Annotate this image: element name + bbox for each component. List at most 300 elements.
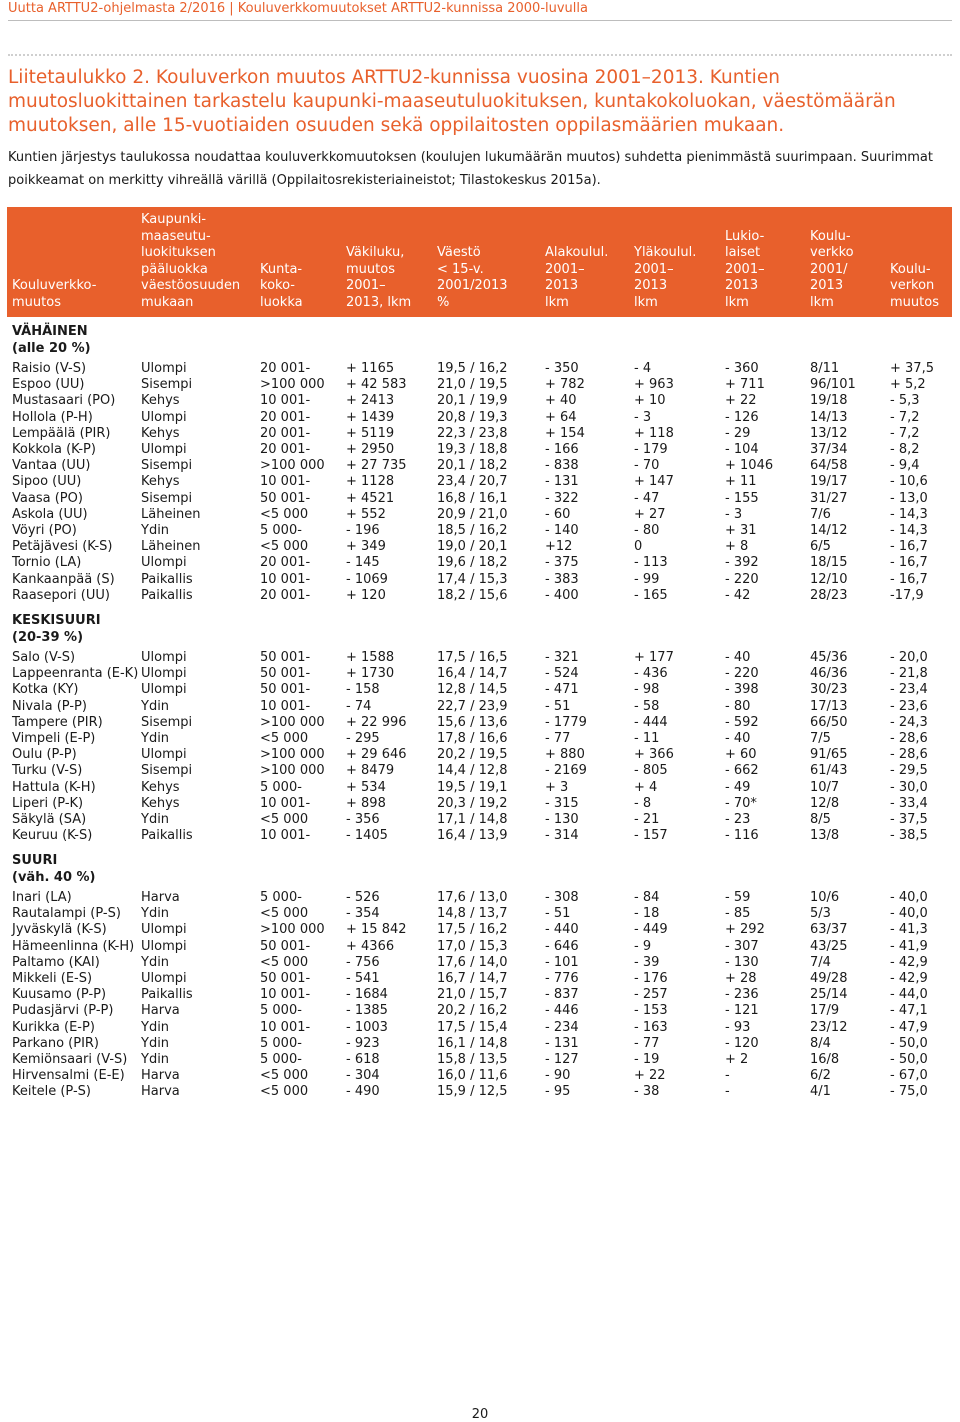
col-kouluverkkomuutos-cell: Lappeenranta (E-K) (12, 666, 139, 682)
col-luokitus-cell: Paikallis (141, 987, 193, 1003)
col-luokitus-cell: Ydin (141, 1052, 170, 1067)
col-vaesto-cell: 17,4 / 15,3 (437, 571, 508, 587)
table-row (0, 1036, 960, 1052)
col-kouluverkko-cell: 28/23 (810, 587, 848, 603)
table-row (0, 539, 960, 555)
col-alakoulut-cell: +12 (545, 539, 573, 555)
col-kouluverkkomuutos-cell: Sipoo (UU) (12, 474, 82, 490)
col-ylakoulut-cell: - 436 (634, 666, 668, 682)
col-vakiluku-cell: + 4366 (346, 938, 395, 954)
col-lukiolaiset-cell: + 60 (725, 747, 757, 763)
table-row (0, 812, 960, 828)
table-row (0, 442, 960, 458)
col-ylakoulut-cell: + 4 (634, 779, 658, 795)
col-ylakoulut-cell: - 80 (634, 523, 660, 538)
col-lukiolaiset-cell: - 70* (725, 795, 757, 811)
col-luokitus-cell: Ydin (141, 731, 170, 746)
col-muutos-cell: - 16,7 (890, 571, 928, 587)
col-kuntakoko-cell: <5 000 (260, 731, 309, 746)
col-kouluverkko-cell: 13/8 (810, 828, 840, 844)
col-muutos-cell: - 7,2 (890, 425, 920, 441)
col-muutos-cell: - 23,6 (890, 698, 928, 714)
col-kouluverkko-cell: 8/5 (810, 812, 831, 827)
col-luokitus-cell: Kehys (141, 795, 180, 811)
col-luokitus-cell: Ulompi (141, 650, 187, 665)
col-lukiolaiset-cell: - 120 (725, 1035, 759, 1051)
col-kuntakoko-cell: >100 000 (260, 377, 325, 393)
col-alakoulut-cell: - 308 (545, 890, 579, 905)
col-alakoulut-cell: - 838 (545, 458, 579, 474)
col-vaesto-cell: 22,7 / 23,9 (437, 698, 508, 714)
col-kouluverkko-cell: 6/2 (810, 1068, 831, 1084)
col-vakiluku-cell: - 1003 (346, 1019, 388, 1035)
col-kuntakoko-cell: 20 001- (260, 442, 311, 457)
col-kuntakoko-cell: 50 001- (260, 971, 311, 986)
col-kuntakoko-cell: 5 000- (260, 779, 302, 795)
table-row (0, 377, 960, 393)
col-kouluverkko-cell: 8/4 (810, 1035, 831, 1051)
col-luokitus-cell: Kehys (141, 393, 180, 409)
header-rule (8, 20, 952, 21)
table-title: Liitetaulukko 2. Kouluverkon muutos ARTTU2-kunnissa vuosina 2001–2013. Kuntien muutosluokittainen tarkastelu kaupunki-maaseutuluokituksen, kuntakokoluokan, väestömäärän muutoksen, alle 15-vuotiaiden osuuden sekä oppilaitosten oppilasmäärien mukaan. (8, 67, 896, 136)
col-vaesto-cell: 21,0 / 15,7 (437, 987, 508, 1003)
col-luokitus-cell: Ulompi (141, 922, 187, 938)
col-kouluverkkomuutos-cell: Tampere (PIR) (12, 714, 103, 730)
col-kouluverkkomuutos-cell: Paltamo (KAI) (12, 954, 100, 970)
col-kouluverkko-cell: 45/36 (810, 650, 848, 665)
col-luokitus-cell: Paikallis (141, 571, 193, 587)
col-vaesto-cell: 20,2 / 19,5 (437, 747, 508, 763)
col-alakoulut-cell: - 166 (545, 442, 579, 457)
table-row (0, 1020, 960, 1036)
col-ylakoulut-cell: 0 (634, 539, 643, 555)
col-vaesto-cell: 12,8 / 14,5 (437, 682, 508, 698)
col-lukiolaiset-cell: - 126 (725, 409, 759, 425)
table-row (0, 507, 960, 523)
col-vakiluku-cell: + 42 583 (346, 377, 407, 393)
col-vaesto-cell: 16,8 / 16,1 (437, 490, 508, 506)
col-vaesto-cell: 19,5 / 16,2 (437, 361, 508, 376)
col-kuntakoko-cell: 5 000- (260, 1003, 302, 1019)
col-kouluverkko-cell: 18/15 (810, 555, 848, 571)
col-ylakoulut-cell: - 99 (634, 571, 660, 587)
col-vakiluku-cell: + 29 646 (346, 747, 407, 763)
col-luokitus-cell: Ulompi (141, 971, 187, 986)
table-row (0, 780, 960, 796)
col-alakoulut-cell: - 130 (545, 812, 579, 827)
col-vaesto-cell: 17,6 / 14,0 (437, 954, 508, 970)
col-lukiolaiset-cell: - 59 (725, 890, 751, 905)
table-row (0, 1003, 960, 1019)
col-kouluverkko-cell: 12/8 (810, 795, 840, 811)
col-kuntakoko-cell: <5 000 (260, 906, 309, 922)
column-header-alakoulut: Alakoulul. 2001– 2013 lkm (545, 245, 609, 310)
col-luokitus-cell: Ulompi (141, 409, 187, 425)
col-vakiluku-cell: - 618 (346, 1052, 380, 1067)
col-alakoulut-cell: - 322 (545, 490, 579, 506)
table-row (0, 666, 960, 682)
col-kuntakoko-cell: 10 001- (260, 987, 311, 1003)
col-ylakoulut-cell: - 98 (634, 682, 660, 698)
col-kouluverkko-cell: 46/36 (810, 666, 848, 682)
table-row (0, 971, 960, 987)
col-alakoulut-cell: - 1779 (545, 714, 587, 730)
col-luokitus-cell: Harva (141, 1068, 180, 1084)
col-muutos-cell: - 9,4 (890, 458, 920, 474)
table-row (0, 458, 960, 474)
col-alakoulut-cell: - 77 (545, 731, 571, 746)
col-luokitus-cell: Ulompi (141, 747, 187, 763)
col-muutos-cell: - 41,9 (890, 938, 928, 954)
col-muutos-cell: - 50,0 (890, 1052, 928, 1067)
col-vakiluku-cell: - 1405 (346, 828, 388, 844)
col-vakiluku-cell: + 1128 (346, 474, 395, 490)
table-row (0, 555, 960, 571)
col-kouluverkko-cell: 30/23 (810, 682, 848, 698)
col-alakoulut-cell: - 315 (545, 795, 579, 811)
section-label-line: VÄHÄINEN (12, 324, 88, 339)
col-kuntakoko-cell: >100 000 (260, 763, 325, 779)
column-header-vakiluku: Väkiluku, muutos 2001– 2013, lkm (346, 245, 412, 310)
col-alakoulut-cell: - 524 (545, 666, 579, 682)
col-luokitus-cell: Ydin (141, 1019, 170, 1035)
col-kouluverkkomuutos-cell: Kokkola (K-P) (12, 442, 96, 457)
col-kouluverkko-cell: 7/4 (810, 954, 831, 970)
col-lukiolaiset-cell: + 11 (725, 474, 757, 490)
col-alakoulut-cell: - 400 (545, 587, 579, 603)
col-kouluverkkomuutos-cell: Nivala (P-P) (12, 698, 87, 714)
col-kuntakoko-cell: <5 000 (260, 1084, 309, 1100)
col-ylakoulut-cell: - 18 (634, 906, 660, 922)
col-kouluverkkomuutos-cell: Inari (LA) (12, 890, 72, 905)
col-vaesto-cell: 19,0 / 20,1 (437, 539, 508, 555)
section-label-line: (alle 20 %) (12, 341, 91, 356)
col-alakoulut-cell: - 440 (545, 922, 579, 938)
col-kouluverkko-cell: 10/6 (810, 890, 840, 905)
col-vaesto-cell: 17,0 / 15,3 (437, 938, 508, 954)
column-header-kouluverkkomuutos: Kouluverkko- muutos (12, 278, 97, 310)
col-ylakoulut-cell: - 38 (634, 1084, 660, 1100)
col-luokitus-cell: Ulompi (141, 666, 187, 682)
col-vaesto-cell: 15,6 / 13,6 (437, 714, 508, 730)
col-alakoulut-cell: - 350 (545, 361, 579, 376)
col-muutos-cell: - 42,9 (890, 971, 928, 986)
col-alakoulut-cell: - 471 (545, 682, 579, 698)
col-lukiolaiset-cell: - 93 (725, 1019, 751, 1035)
col-muutos-cell: - 8,2 (890, 442, 920, 457)
col-muutos-cell: - 10,6 (890, 474, 928, 490)
col-kuntakoko-cell: 50 001- (260, 682, 311, 698)
col-vaesto-cell: 20,3 / 19,2 (437, 795, 508, 811)
col-vaesto-cell: 16,4 / 14,7 (437, 666, 508, 682)
col-lukiolaiset-cell: - 80 (725, 698, 751, 714)
col-ylakoulut-cell: - 77 (634, 1035, 660, 1051)
col-kuntakoko-cell: 10 001- (260, 698, 311, 714)
col-vaesto-cell: 20,8 / 19,3 (437, 409, 508, 425)
col-alakoulut-cell: - 776 (545, 971, 579, 986)
col-kuntakoko-cell: <5 000 (260, 812, 309, 827)
col-alakoulut-cell: - 234 (545, 1019, 579, 1035)
col-luokitus-cell: Kehys (141, 425, 180, 441)
col-vakiluku-cell: - 490 (346, 1084, 380, 1100)
col-vaesto-cell: 17,5 / 16,5 (437, 650, 508, 665)
table-row (0, 715, 960, 731)
col-lukiolaiset-cell: - 360 (725, 361, 759, 376)
col-lukiolaiset-cell: + 8 (725, 539, 749, 555)
col-kuntakoko-cell: 20 001- (260, 425, 311, 441)
col-alakoulut-cell: + 880 (545, 747, 585, 763)
col-alakoulut-cell: - 383 (545, 571, 579, 587)
col-luokitus-cell: Harva (141, 1084, 180, 1100)
col-alakoulut-cell: - 2169 (545, 763, 587, 779)
col-kouluverkkomuutos-cell: Säkylä (SA) (12, 812, 87, 827)
col-lukiolaiset-cell: + 31 (725, 523, 757, 538)
col-muutos-cell: - 21,8 (890, 666, 928, 682)
column-header-kouluverkko: Koulu- verkko 2001/ 2013 lkm (810, 228, 854, 310)
col-ylakoulut-cell: + 118 (634, 425, 674, 441)
col-kuntakoko-cell: 10 001- (260, 474, 311, 490)
col-kouluverkko-cell: 43/25 (810, 938, 848, 954)
col-kouluverkkomuutos-cell: Raisio (V-S) (12, 361, 87, 376)
col-ylakoulut-cell: + 177 (634, 650, 674, 665)
col-muutos-cell: - 14,3 (890, 506, 928, 522)
table-row (0, 939, 960, 955)
col-kouluverkkomuutos-cell: Raasepori (UU) (12, 587, 110, 603)
col-lukiolaiset-cell: - 29 (725, 425, 751, 441)
section-label (12, 323, 91, 357)
col-alakoulut-cell: - 375 (545, 555, 579, 571)
col-vakiluku-cell: + 4521 (346, 490, 395, 506)
col-kuntakoko-cell: 5 000- (260, 523, 302, 538)
col-ylakoulut-cell: - 157 (634, 828, 668, 844)
col-kouluverkko-cell: 14/12 (810, 523, 848, 538)
col-kouluverkkomuutos-cell: Keuruu (K-S) (12, 828, 93, 844)
col-luokitus-cell: Ydin (141, 698, 170, 714)
table-row (0, 699, 960, 715)
col-muutos-cell: + 37,5 (890, 361, 934, 376)
col-muutos-cell: - 5,3 (890, 393, 920, 409)
section-label-line: SUURI (12, 853, 58, 868)
col-luokitus-cell: Sisempi (141, 763, 193, 779)
col-vakiluku-cell: - 158 (346, 682, 380, 698)
table-row (0, 474, 960, 490)
col-kouluverkko-cell: 31/27 (810, 490, 848, 506)
col-kuntakoko-cell: 5 000- (260, 890, 302, 905)
col-luokitus-cell: Harva (141, 1003, 180, 1019)
col-vaesto-cell: 20,2 / 16,2 (437, 1003, 508, 1019)
col-kuntakoko-cell: 50 001- (260, 938, 311, 954)
col-ylakoulut-cell: - 165 (634, 587, 668, 603)
column-header-vaesto: Väestö < 15-v. 2001/2013 % (437, 245, 508, 310)
section-label-line: KESKISUURI (12, 613, 101, 628)
col-vaesto-cell: 16,4 / 13,9 (437, 828, 508, 844)
col-ylakoulut-cell: - 8 (634, 795, 652, 811)
col-vaesto-cell: 19,3 / 18,8 (437, 442, 508, 457)
col-vakiluku-cell: + 8479 (346, 763, 395, 779)
col-lukiolaiset-cell: - 155 (725, 490, 759, 506)
col-kouluverkkomuutos-cell: Mikkeli (E-S) (12, 971, 93, 986)
col-lukiolaiset-cell: + 292 (725, 922, 765, 938)
col-kouluverkko-cell: 14/13 (810, 409, 848, 425)
table-header (7, 207, 952, 317)
col-lukiolaiset-cell: + 1046 (725, 458, 774, 474)
col-muutos-cell: - 41,3 (890, 922, 928, 938)
col-ylakoulut-cell: - 84 (634, 890, 660, 905)
col-muutos-cell: - 40,0 (890, 890, 928, 905)
col-vaesto-cell: 15,8 / 13,5 (437, 1052, 508, 1067)
col-kouluverkko-cell: 6/5 (810, 539, 831, 555)
col-kuntakoko-cell: >100 000 (260, 714, 325, 730)
col-lukiolaiset-cell: - 220 (725, 666, 759, 682)
col-vaesto-cell: 14,8 / 13,7 (437, 906, 508, 922)
col-lukiolaiset-cell: - 40 (725, 650, 751, 665)
col-vaesto-cell: 20,9 / 21,0 (437, 506, 508, 522)
col-muutos-cell: - 28,6 (890, 731, 928, 746)
col-kouluverkko-cell: 16/8 (810, 1052, 840, 1067)
col-muutos-cell: - 24,3 (890, 714, 928, 730)
col-vaesto-cell: 17,1 / 14,8 (437, 812, 508, 827)
col-alakoulut-cell: - 51 (545, 698, 571, 714)
col-vakiluku-cell: + 2950 (346, 442, 395, 457)
col-muutos-cell: - 75,0 (890, 1084, 928, 1100)
col-alakoulut-cell: + 40 (545, 393, 577, 409)
col-vaesto-cell: 16,0 / 11,6 (437, 1068, 508, 1084)
col-lukiolaiset-cell: - 3 (725, 506, 743, 522)
col-vakiluku-cell: + 552 (346, 506, 386, 522)
col-alakoulut-cell: - 90 (545, 1068, 571, 1084)
col-vakiluku-cell: + 2413 (346, 393, 395, 409)
col-kouluverkko-cell: 63/37 (810, 922, 848, 938)
col-muutos-cell: - 29,5 (890, 763, 928, 779)
col-ylakoulut-cell: + 147 (634, 474, 674, 490)
col-ylakoulut-cell: - 58 (634, 698, 660, 714)
col-kuntakoko-cell: <5 000 (260, 1068, 309, 1084)
col-kouluverkko-cell: 23/12 (810, 1019, 848, 1035)
table-row (0, 523, 960, 539)
col-alakoulut-cell: + 782 (545, 377, 585, 393)
col-kouluverkkomuutos-cell: Parkano (PIR) (12, 1035, 100, 1051)
table-row (0, 987, 960, 1003)
col-ylakoulut-cell: - 4 (634, 361, 652, 376)
col-muutos-cell: - 30,0 (890, 779, 928, 795)
col-ylakoulut-cell: + 22 (634, 1068, 666, 1084)
col-lukiolaiset-cell: - 592 (725, 714, 759, 730)
col-vakiluku-cell: - 145 (346, 555, 380, 571)
col-lukiolaiset-cell: + 22 (725, 393, 757, 409)
table-description: Kuntien järjestys taulukossa noudattaa kouluverkkomuutoksen (koulujen lukumäärän muutos) suhdetta pienimmästä suurimpaan. Suurimmat poikkeamat on merkitty vihreällä värillä (Oppilaitosrekisteriaineistot; Tilastokeskus 2015a). (8, 150, 933, 188)
col-lukiolaiset-cell: - 392 (725, 555, 759, 571)
col-lukiolaiset-cell: + 2 (725, 1052, 749, 1067)
col-lukiolaiset-cell: - 23 (725, 812, 751, 827)
col-muutos-cell: - 14,3 (890, 523, 928, 538)
col-kuntakoko-cell: 20 001- (260, 361, 311, 376)
col-vakiluku-cell: - 756 (346, 954, 380, 970)
col-kouluverkko-cell: 13/12 (810, 425, 848, 441)
col-muutos-cell: - 16,7 (890, 539, 928, 555)
section-label-line: (väh. 40 %) (12, 870, 96, 885)
col-vakiluku-cell: - 304 (346, 1068, 380, 1084)
col-muutos-cell: - 47,1 (890, 1003, 928, 1019)
col-alakoulut-cell: - 837 (545, 987, 579, 1003)
col-alakoulut-cell: - 314 (545, 828, 579, 844)
col-ylakoulut-cell: + 27 (634, 506, 666, 522)
col-kouluverkko-cell: 17/13 (810, 698, 848, 714)
col-muutos-cell: - 7,2 (890, 409, 920, 425)
table-row (0, 426, 960, 442)
col-luokitus-cell: Ydin (141, 954, 170, 970)
col-muutos-cell: - 13,0 (890, 490, 928, 506)
col-alakoulut-cell: - 131 (545, 1035, 579, 1051)
col-kouluverkko-cell: 7/6 (810, 506, 831, 522)
col-muutos-cell: - 20,0 (890, 650, 928, 665)
table-row (0, 588, 960, 604)
col-kuntakoko-cell: 10 001- (260, 795, 311, 811)
col-vaesto-cell: 17,6 / 13,0 (437, 890, 508, 905)
col-muutos-cell: - 44,0 (890, 987, 928, 1003)
table-row (0, 955, 960, 971)
col-lukiolaiset-cell: - 398 (725, 682, 759, 698)
col-lukiolaiset-cell: - 130 (725, 954, 759, 970)
col-luokitus-cell: Läheinen (141, 506, 201, 522)
col-kouluverkkomuutos-cell: Vimpeli (E-P) (12, 731, 96, 746)
col-lukiolaiset-cell: - 40 (725, 731, 751, 746)
col-kuntakoko-cell: 20 001- (260, 587, 311, 603)
col-alakoulut-cell: - 446 (545, 1003, 579, 1019)
col-ylakoulut-cell: - 163 (634, 1019, 668, 1035)
col-lukiolaiset-cell: - (725, 1084, 730, 1100)
col-luokitus-cell: Paikallis (141, 828, 193, 844)
col-kouluverkkomuutos-cell: Lempäälä (PIR) (12, 425, 111, 441)
col-ylakoulut-cell: - 3 (634, 409, 652, 425)
col-ylakoulut-cell: + 10 (634, 393, 666, 409)
page-number: 20 (471, 1407, 489, 1422)
col-ylakoulut-cell: - 47 (634, 490, 660, 506)
col-kuntakoko-cell: 50 001- (260, 666, 311, 682)
col-vaesto-cell: 17,5 / 15,4 (437, 1019, 508, 1035)
col-kouluverkkomuutos-cell: Salo (V-S) (12, 650, 76, 665)
col-kouluverkkomuutos-cell: Vaasa (PO) (12, 490, 83, 506)
section-label (12, 852, 96, 886)
table-row (0, 731, 960, 747)
col-vakiluku-cell: + 120 (346, 587, 386, 603)
col-vakiluku-cell: - 541 (346, 971, 380, 986)
running-header: Uutta ARTTU2-ohjelmasta 2/2016 | Kouluverkkomuutokset ARTTU2-kunnissa 2000-luvulla (8, 1, 588, 16)
table-row (0, 763, 960, 779)
col-kouluverkko-cell: 5/3 (810, 906, 831, 922)
section-label (12, 612, 101, 646)
table-row (0, 650, 960, 666)
col-kouluverkko-cell: 61/43 (810, 763, 848, 779)
col-lukiolaiset-cell: - 662 (725, 763, 759, 779)
col-lukiolaiset-cell: - 220 (725, 571, 759, 587)
col-vakiluku-cell: + 1439 (346, 409, 395, 425)
col-alakoulut-cell: + 3 (545, 779, 569, 795)
col-ylakoulut-cell: - 257 (634, 987, 668, 1003)
col-kuntakoko-cell: 50 001- (260, 650, 311, 665)
col-kuntakoko-cell: >100 000 (260, 922, 325, 938)
col-kouluverkko-cell: 4/1 (810, 1084, 831, 1100)
col-lukiolaiset-cell: - 236 (725, 987, 759, 1003)
col-lukiolaiset-cell: - (725, 1068, 730, 1084)
col-kuntakoko-cell: <5 000 (260, 954, 309, 970)
column-header-kuntakoko: Kunta- koko- luokka (260, 261, 303, 310)
col-lukiolaiset-cell: + 28 (725, 971, 757, 986)
col-kouluverkkomuutos-cell: Kotka (KY) (12, 682, 79, 698)
col-kouluverkkomuutos-cell: Vantaa (UU) (12, 458, 91, 474)
col-muutos-cell: - 40,0 (890, 906, 928, 922)
col-ylakoulut-cell: - 176 (634, 971, 668, 986)
col-muutos-cell: - 37,5 (890, 812, 928, 827)
